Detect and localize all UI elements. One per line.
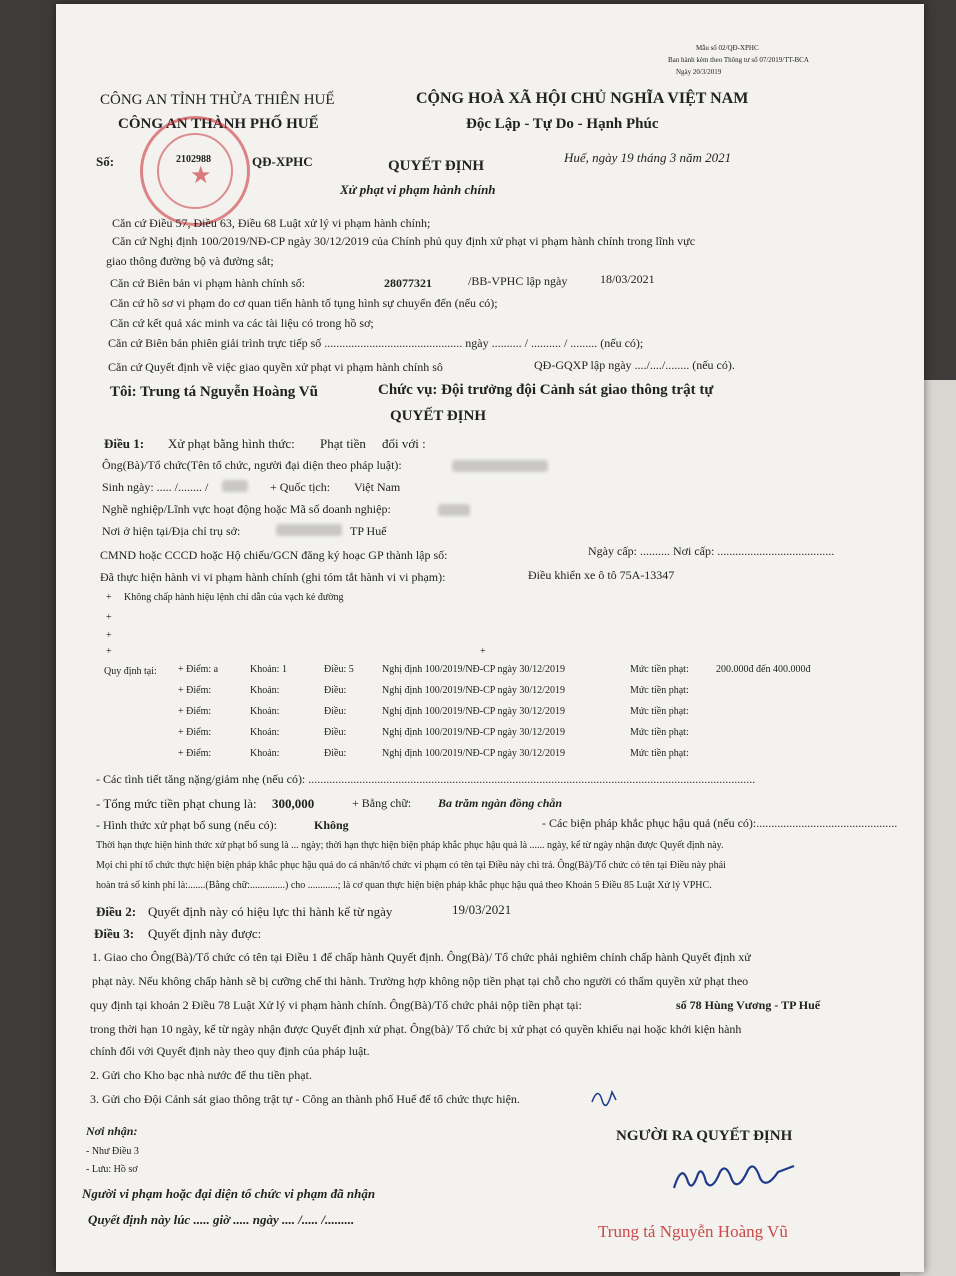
redacted-occupation (438, 504, 470, 516)
reg-row-1-khoan: Khoản: 1 (250, 664, 287, 675)
para-1: Thời hạn thực hiện hình thức xử phạt bổ sung là ... ngày; thời hạn thực hiện biện pháp khắc phục hậu quả là ...... ngày, kể từ ngày nhận được Quyết định này. (96, 840, 724, 851)
para-3: hoàn trả số kinh phí là:.......(Bằng chữ:..............) cho ............; là cơ quan thực hiện biện pháp khắc phục hậu quả theo Khoản 5 Điều 85 Luật Xử lý VPHC. (96, 880, 712, 891)
reg-row-5-diem: + Điểm: (178, 748, 212, 759)
doi-voi: đối với : (382, 436, 426, 451)
ground-1: Căn cứ Điều 57, Điều 63, Điều 68 Luật xử lý vi phạm hành chính; (112, 216, 431, 230)
noi-o-label: Nơi ở hiện tại/Địa chỉ trụ sở: (102, 524, 241, 538)
reg-row-4-khoan: Khoản: (250, 727, 280, 738)
quoc-tich: Việt Nam (354, 480, 401, 494)
reg-row-3-diem: + Điểm: (178, 706, 212, 717)
reg-row-3-muc: Mức tiền phạt: (630, 706, 689, 717)
reg-row-3-dieu: Điều: (324, 706, 347, 717)
reg-row-3-nd: Nghị định 100/2019/NĐ-CP ngày 30/12/2019 (382, 706, 565, 717)
sinh-ngay: Sinh ngày: ..... /........ / (102, 480, 209, 494)
bang-chu-value: Ba trăm ngàn đồng chẵn (438, 796, 563, 810)
nguoi-vi-pham: Người vi phạm hoặc đại diện tổ chức vi phạm đã nhận (82, 1186, 376, 1201)
bo-sung-value: Không (314, 818, 349, 832)
dieu-khien: Điều khiển xe ô tô 75A-13347 (528, 568, 675, 582)
doc-title: QUYẾT ĐỊNH (388, 158, 484, 174)
quyet-dinh-heading: QUYẾT ĐỊNH (390, 408, 486, 424)
reg-row-5-muc: Mức tiền phạt: (630, 748, 689, 759)
noi-o-value: TP Huế (350, 524, 387, 538)
para-2: Mọi chi phí tổ chức thực hiện biện pháp khắc phục hậu quả do cá nhân/tổ chức vi phạm có tên tại Điều này chi trả. Ông(Bà)/Tổ chức có tên tại Điều này phải (96, 860, 726, 871)
dieu3-text: Quyết định này được: (148, 926, 262, 941)
redacted-address (276, 524, 342, 536)
redacted-birth-year (222, 480, 248, 492)
dieu3-label: Điều 3: (94, 926, 135, 941)
reg-row-4-muc: Mức tiền phạt: (630, 727, 689, 738)
officer-position: Chức vụ: Đội trưởng đội Cảnh sát giao thông trật tự (378, 382, 714, 398)
so-value: 2102988 (176, 154, 211, 165)
ground-2-cont: giao thông đường bộ và đường sắt; (106, 254, 274, 268)
reg-row-4-dieu: Điều: (324, 727, 347, 738)
nguoi-ra-quyet-dinh: NGƯỜI RA QUYẾT ĐỊNH (616, 1128, 793, 1144)
so-suffix: QĐ-XPHC (252, 154, 313, 169)
reg-row-4-diem: + Điểm: (178, 727, 212, 738)
reg-row-2-nd: Nghị định 100/2019/NĐ-CP ngày 30/12/2019 (382, 685, 565, 696)
reg-row-5-dieu: Điều: (324, 748, 347, 759)
place-date: Huế, ngày 19 tháng 3 năm 2021 (564, 150, 732, 165)
dieu3-line-6: 2. Gửi cho Kho bạc nhà nước để thu tiền phạt. (90, 1068, 312, 1082)
ground-5: Căn cứ kết quả xác minh va các tài liệu có trong hồ sơ; (110, 316, 374, 330)
motto: Độc Lập - Tự Do - Hạnh Phúc (466, 116, 659, 132)
noi-nhan-2: - Lưu: Hồ sơ (86, 1164, 138, 1175)
form-date: Ngày 20/3/2019 (676, 68, 722, 76)
noi-nhan-1: - Như Điều 3 (86, 1146, 139, 1157)
noi-nhan: Nơi nhận: (86, 1124, 138, 1138)
signature (668, 1152, 808, 1202)
bb-number: 28077321 (384, 276, 432, 290)
bb-suffix: /BB-VPHC lập ngày (468, 274, 568, 288)
agency-parent: CÔNG AN TỈNH THỪA THIÊN HUẾ (100, 92, 335, 108)
quoc-tich-label: + Quốc tịch: (270, 480, 331, 494)
reg-row-1-tien: 200.000đ đến 400.000đ (716, 664, 811, 675)
form-number: Mẫu số 02/QĐ-XPHC (696, 44, 759, 52)
plus-2: + (106, 612, 112, 623)
ground-7: Căn cứ Quyết định về việc giao quyền xử phạt vi phạm hành chính sô (108, 360, 443, 374)
dieu3-line-1: 1. Giao cho Ông(Bà)/Tổ chức có tên tại Điều 1 để chấp hành Quyết định. Ông(Bà)/ Tổ chức phải nghiêm chỉnh chấp hành Quyết định xử (92, 950, 751, 964)
dieu2-text: Quyết định này có hiệu lực thi hành kể từ ngày (148, 904, 393, 919)
reg-row-3-khoan: Khoản: (250, 706, 280, 717)
bo-sung-label: - Hình thức xử phạt bổ sung (nếu có): (96, 818, 277, 832)
reg-row-2-dieu: Điều: (324, 685, 347, 696)
doc-subtitle: Xử phạt vi phạm hành chính (340, 182, 496, 197)
tong-label: - Tổng mức tiền phạt chung là: (96, 796, 257, 811)
hinh-thuc: Phạt tiền (320, 436, 366, 451)
reg-row-2-muc: Mức tiền phạt: (630, 685, 689, 696)
plus-4: + (106, 646, 112, 657)
dieu1-text: Xử phạt bằng hình thức: (168, 436, 295, 451)
initial-mark (590, 1084, 620, 1108)
officer-name: Tôi: Trung tá Nguyễn Hoàng Vũ (110, 384, 318, 400)
da-thuc-hien: Đã thực hiện hành vi vi phạm hành chính (ghi tóm tắt hành vi vi phạm): (100, 570, 446, 584)
reg-row-1-muc: Mức tiền phạt: (630, 664, 689, 675)
reg-row-4-nd: Nghị định 100/2019/NĐ-CP ngày 30/12/2019 (382, 727, 565, 738)
signer-name-stamp: Trung tá Nguyễn Hoàng Vũ (598, 1222, 788, 1241)
quy-dinh-label: Quy định tại: (104, 666, 157, 677)
ground-3: Căn cứ Biên bản vi phạm hành chính số: (110, 276, 306, 290)
redacted-name (452, 460, 548, 472)
dieu2-label: Điều 2: (96, 904, 137, 919)
tinh-tiet: - Các tình tiết tăng nặng/giảm nhẹ (nếu có): ..................................................................................................................................................... (96, 772, 756, 786)
ground-2: Căn cứ Nghị định 100/2019/NĐ-CP ngày 30/12/2019 của Chính phủ quy định xử phạt vi phạm hành chính trong lĩnh vực (112, 234, 696, 248)
so-label: Số: (96, 154, 115, 169)
dieu3-line-4: trong thời hạn 10 ngày, kể từ ngày nhận được Quyết định xử phạt. Ông(bà)/ Tổ chức bị xử phạt có quyền khiếu nại hoặc khởi kiện hành (90, 1022, 742, 1036)
dieu2-date: 19/03/2021 (452, 902, 512, 917)
reg-row-5-khoan: Khoản: (250, 748, 280, 759)
reg-row-2-khoan: Khoản: (250, 685, 280, 696)
agency: CÔNG AN THÀNH PHỐ HUẾ (118, 116, 319, 132)
ngay-cap: Ngày cấp: .......... Nơi cấp: ....................................... (588, 544, 835, 558)
ground-4: Căn cứ hồ sơ vi phạm do cơ quan tiến hành tố tụng hình sự chuyển đến (nếu có); (110, 296, 498, 310)
dieu1-label: Điều 1: (104, 436, 145, 451)
dieu3-line-2: phạt này. Nếu không chấp hành sẽ bị cưỡng chế thi hành. Trường hợp không nộp tiền phạt tại chỗ cho người có thẩm quyền xử phạt theo (92, 974, 749, 988)
plus-5: + (480, 646, 486, 657)
form-note: Ban hành kèm theo Thông tư số 07/2019/TT-BCA (668, 56, 809, 64)
bb-date: 18/03/2021 (600, 272, 655, 286)
red-seal-stamp: ★ (140, 116, 250, 226)
payment-place: số 78 Hùng Vương - TP Huế (676, 998, 821, 1012)
khac-phuc: - Các biện pháp khắc phục hậu quả (nếu có):............................................... (542, 816, 898, 830)
ground-6: Căn cứ Biên bản phiên giải trình trực tiếp số .............................................. ngày .......... / .......... / ......... (nếu có); (108, 336, 644, 350)
vi-pham: Không chấp hành hiệu lệnh chỉ dẫn của vạch kẻ đường (124, 592, 344, 603)
country-name: CỘNG HOÀ XÃ HỘI CHỦ NGHĨA VIỆT NAM (416, 90, 749, 107)
reg-row-1-dieu: Điều: 5 (324, 664, 354, 675)
dieu3-line-5: chính đối với Quyết định này theo quy định của pháp luật. (90, 1044, 370, 1058)
document-page (56, 4, 924, 1272)
reg-row-1-nd: Nghị định 100/2019/NĐ-CP ngày 30/12/2019 (382, 664, 565, 675)
reg-row-5-nd: Nghị định 100/2019/NĐ-CP ngày 30/12/2019 (382, 748, 565, 759)
dieu3-line-3: quy định tại khoản 2 Điều 78 Luật Xử lý vi phạm hành chính. Ông(Bà)/Tổ chức phải nộp tiền phạt tại: (90, 998, 582, 1012)
reg-row-1-diem: + Điểm: a (178, 664, 219, 675)
nghe-nghiep: Nghề nghiệp/Lĩnh vực hoạt động hoặc Mã số doanh nghiệp: (102, 502, 391, 516)
ground-7-value: QĐ-GQXP lập ngày ..../..../........ (nếu có). (534, 358, 735, 372)
qd-luc: Quyết định này lúc ..... giờ ..... ngày .... /..... /......... (88, 1212, 355, 1227)
plus-3: + (106, 630, 112, 641)
tong-value: 300,000 (272, 796, 315, 811)
reg-row-2-diem: + Điểm: (178, 685, 212, 696)
dieu3-line-7: 3. Gửi cho Đội Cảnh sát giao thông trật tự - Công an thành phố Huế để tổ chức thực hiện. (90, 1092, 520, 1106)
cmnd-label: CMND hoặc CCCD hoặc Hộ chiếu/GCN đăng ký hoạc GP thành lập số: (100, 548, 448, 562)
bang-chu-label: + Bằng chữ: (352, 796, 412, 810)
ong-ba-label: Ông(Bà)/Tổ chức(Tên tổ chức, người đại diện theo pháp luật): (102, 458, 402, 472)
plus-1: + (106, 592, 112, 603)
